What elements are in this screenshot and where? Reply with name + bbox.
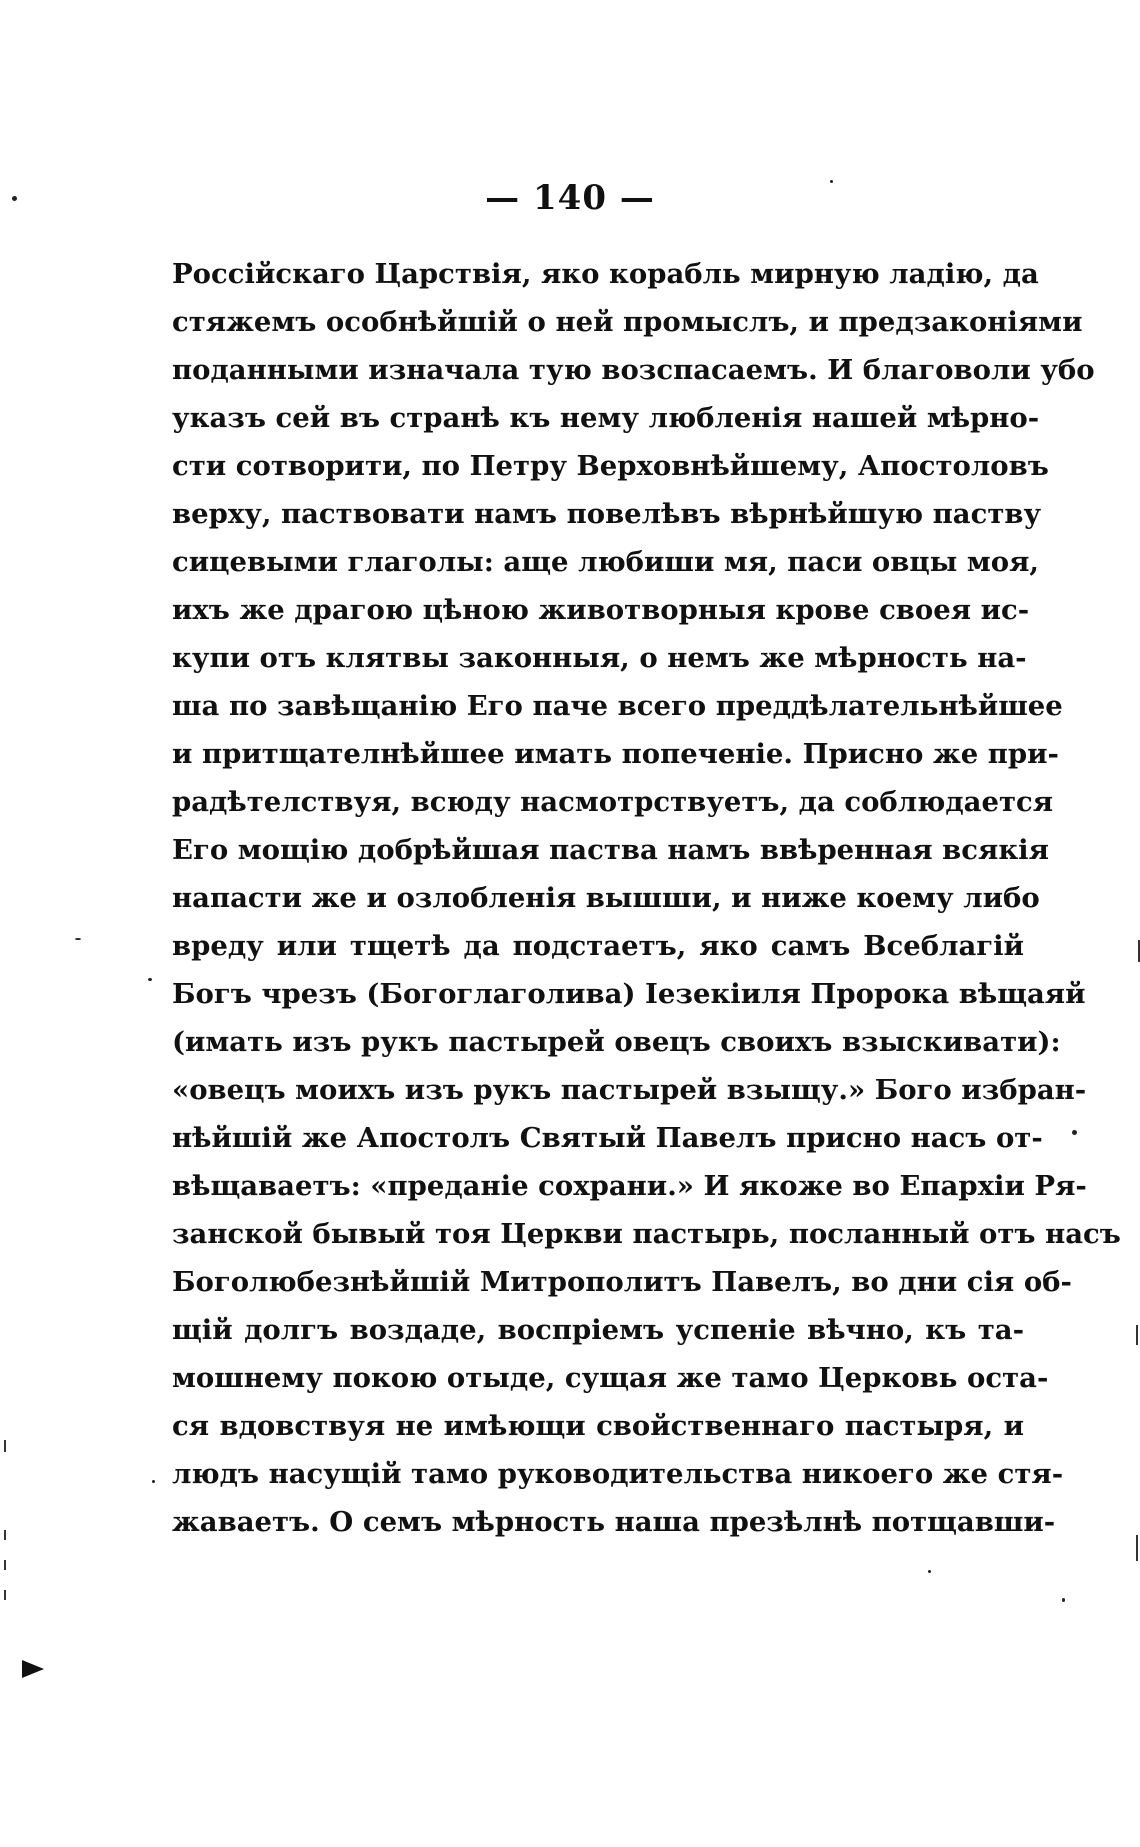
- margin-arrow-icon: [22, 1660, 44, 1678]
- scan-speck: [1062, 1598, 1065, 1602]
- text-line: поданными изначала тую возспасаемъ. И благоволи убо: [172, 354, 1095, 386]
- scan-edge-mark: [1136, 1535, 1138, 1561]
- text-line: и притщателнѣйшее имать попеченіе. Присно же при-: [172, 738, 1059, 770]
- scan-speck: [830, 180, 833, 183]
- text-line: Россійскаго Царствія, яко корабль мирную ладію, да: [172, 258, 1039, 290]
- text-line: сти сотворити, по Петру Верховнѣйшему, Апостоловъ: [172, 450, 1049, 482]
- text-line: ся вдовствуя не имѣющи свойственнаго пастыря, и: [172, 1410, 1024, 1442]
- scan-edge-mark: [4, 1590, 6, 1600]
- text-line: (имать изъ рукъ пастырей овецъ своихъ взыскивати):: [172, 1026, 1061, 1058]
- text-line: мошнему покою отыде, сущая же тамо Церковь оста-: [172, 1362, 1049, 1394]
- scan-speck: [148, 978, 152, 981]
- text-line: Его мощію добрѣйшая паства намъ ввѣренная всякія: [172, 834, 1049, 866]
- text-line: «овецъ моихъ изъ рукъ пастырей взыщу.» Бого избран-: [172, 1074, 1087, 1106]
- text-line: жаваетъ. О семъ мѣрность наша презѣлнѣ потщавши-: [172, 1506, 1056, 1538]
- text-line: радѣтелствуя, всюду насмотрствуетъ, да соблюдается: [172, 786, 1054, 818]
- text-line: ша по завѣщанію Его паче всего преддѣлательнѣйшее: [172, 690, 1063, 722]
- text-line: ихъ же драгою цѣною животворныя крове своея ис-: [172, 594, 1030, 626]
- scan-speck: [152, 1480, 155, 1483]
- text-line: Богъ чрезъ (Богоглаголива) Іезекіиля Пророка вѣщаяй: [172, 978, 1086, 1010]
- page-number: — 140 —: [485, 178, 655, 218]
- text-line: купи отъ клятвы законныя, о немъ же мѣрность на-: [172, 642, 1027, 674]
- scan-edge-mark: [4, 1530, 6, 1540]
- text-line: напасти же и озлобленія вышши, и ниже коему либо: [172, 882, 1040, 914]
- text-line: указъ сей въ странѣ къ нему любленія нашей мѣрно-: [172, 402, 1040, 434]
- text-line: вѣщаваетъ: «преданіе сохрани.» И якоже во Епархіи Ря-: [172, 1170, 1087, 1202]
- scan-edge-mark: [4, 1440, 6, 1452]
- scan-speck: [75, 938, 81, 940]
- scan-edge-mark: [1136, 1325, 1138, 1345]
- text-line: стяжемъ особнѣйшій о ней промыслъ, и предзаконіями: [172, 306, 1083, 338]
- scan-edge-mark: [4, 1560, 6, 1570]
- text-line: нѣйшій же Апостолъ Святый Павелъ присно насъ от-: [172, 1122, 1043, 1154]
- scan-speck: [1072, 1130, 1077, 1135]
- text-line: Боголюбезнѣйшій Митрополитъ Павелъ, во дни сія об-: [172, 1266, 1072, 1298]
- text-line: щій долгъ воздаде, воспріемъ успеніе вѣчно, къ та-: [172, 1314, 1024, 1346]
- text-line: верху, паствовати намъ повелѣвъ вѣрнѣйшую паству: [172, 498, 1042, 530]
- text-line: занской бывый тоя Церкви пастырь, посланный отъ насъ: [172, 1218, 1121, 1250]
- text-line: сицевыми глаголы: аще любиши мя, паси овцы моя,: [172, 546, 1039, 578]
- text-line: людъ насущій тамо руководительства никоего же стя-: [172, 1458, 1064, 1490]
- text-line: вреду или тщетѣ да подстаетъ, яко самъ Всеблагій: [172, 930, 1024, 962]
- body-text: [172, 250, 1121, 1546]
- scan-speck: [928, 1570, 931, 1573]
- scan-speck: [12, 196, 17, 201]
